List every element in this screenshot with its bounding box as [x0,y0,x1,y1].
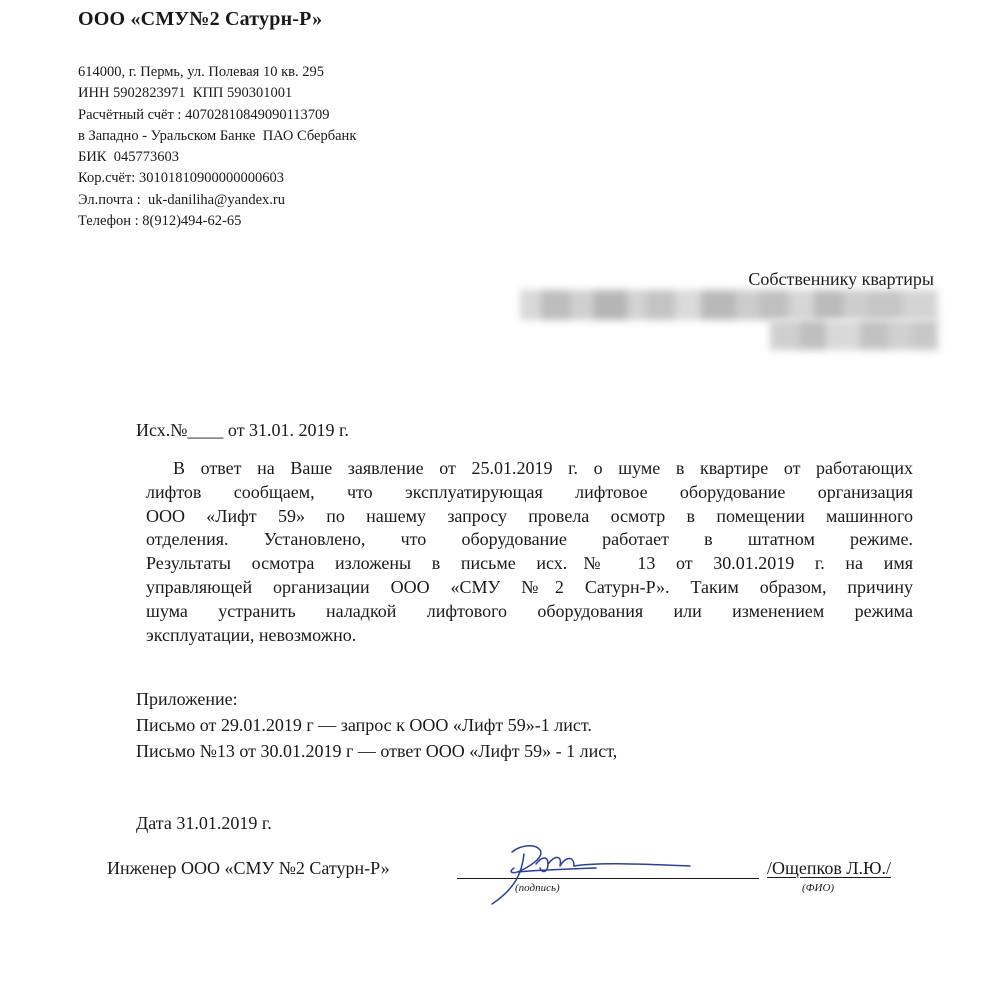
letter-date: Дата 31.01.2019 г. [136,813,272,833]
body-line: эксплуатации, невозможно. [146,624,357,645]
company-address: 614000, г. Пермь, ул. Полевая 10 кв. 295 [78,64,324,80]
body-line: ООО «Лифт 59» по нашему запросу провела осмотр в помещении машинного [146,505,913,526]
body-line: лифтов сообщаем, что эксплуатирующая лифтовое оборудование организация [146,481,913,502]
letter-body [146,457,913,647]
company-corr-account: Кор.счёт: 30101810900000000603 [78,170,284,187]
redacted-line [520,290,938,320]
signer-position: Инженер ООО «СМУ №2 Сатурн-Р» [107,858,390,878]
company-details [78,62,356,232]
company-name: ООО «СМУ№2 Сатурн-Р» [78,8,323,30]
recipient-title: Собственнику квартиры [748,269,934,289]
redacted-recipient-address [520,290,938,352]
appendix-heading: Приложение: [136,689,238,709]
signature-caption: (подпись) [515,882,560,894]
company-phone: Телефон : 8(912)494-62-65 [78,213,242,230]
company-bank: в Западно - Уральском Банке ПАО Сбербанк [78,127,357,144]
body-line: отделения. Установлено, что оборудование работает в штатном режиме. [146,529,913,550]
name-caption: (ФИО) [802,882,835,894]
body-line: Результаты осмотра изложены в письме исх.№ 13 от 30.01.2019 г. на имя [146,553,913,574]
company-account: Расчётный счёт : 40702810849090113709 [78,106,330,123]
outgoing-number: Исх.№____ от 31.01. 2019 г. [136,420,349,440]
body-line: управляющей организации ООО «СМУ №2 Сатурн-Р». Таким образом, причину [146,576,913,597]
body-line: шума устранить наладкой лифтового оборудования или изменением режима [146,600,913,621]
handwritten-signature [478,842,693,908]
redacted-line [770,320,938,350]
company-bik: БИК 045773603 [78,149,179,166]
company-inn-kpp: ИНН 5902823971 КПП 590301001 [78,85,293,102]
appendix-item: Письмо от 29.01.2019 г — запрос к ООО «Лифт 59»-1 лист. [136,715,592,735]
company-email: Эл.почта : uk-daniliha@yandex.ru [78,191,285,208]
body-line: В ответ на Ваше заявление от 25.01.2019 г. о шуме в квартире от работающих [173,458,913,478]
appendix [136,686,617,764]
signer-name: /Ощепков Л.Ю./ [767,858,892,878]
appendix-item: Письмо №13 от 30.01.2019 г — ответ ООО «Лифт 59» - 1 лист, [136,741,618,761]
